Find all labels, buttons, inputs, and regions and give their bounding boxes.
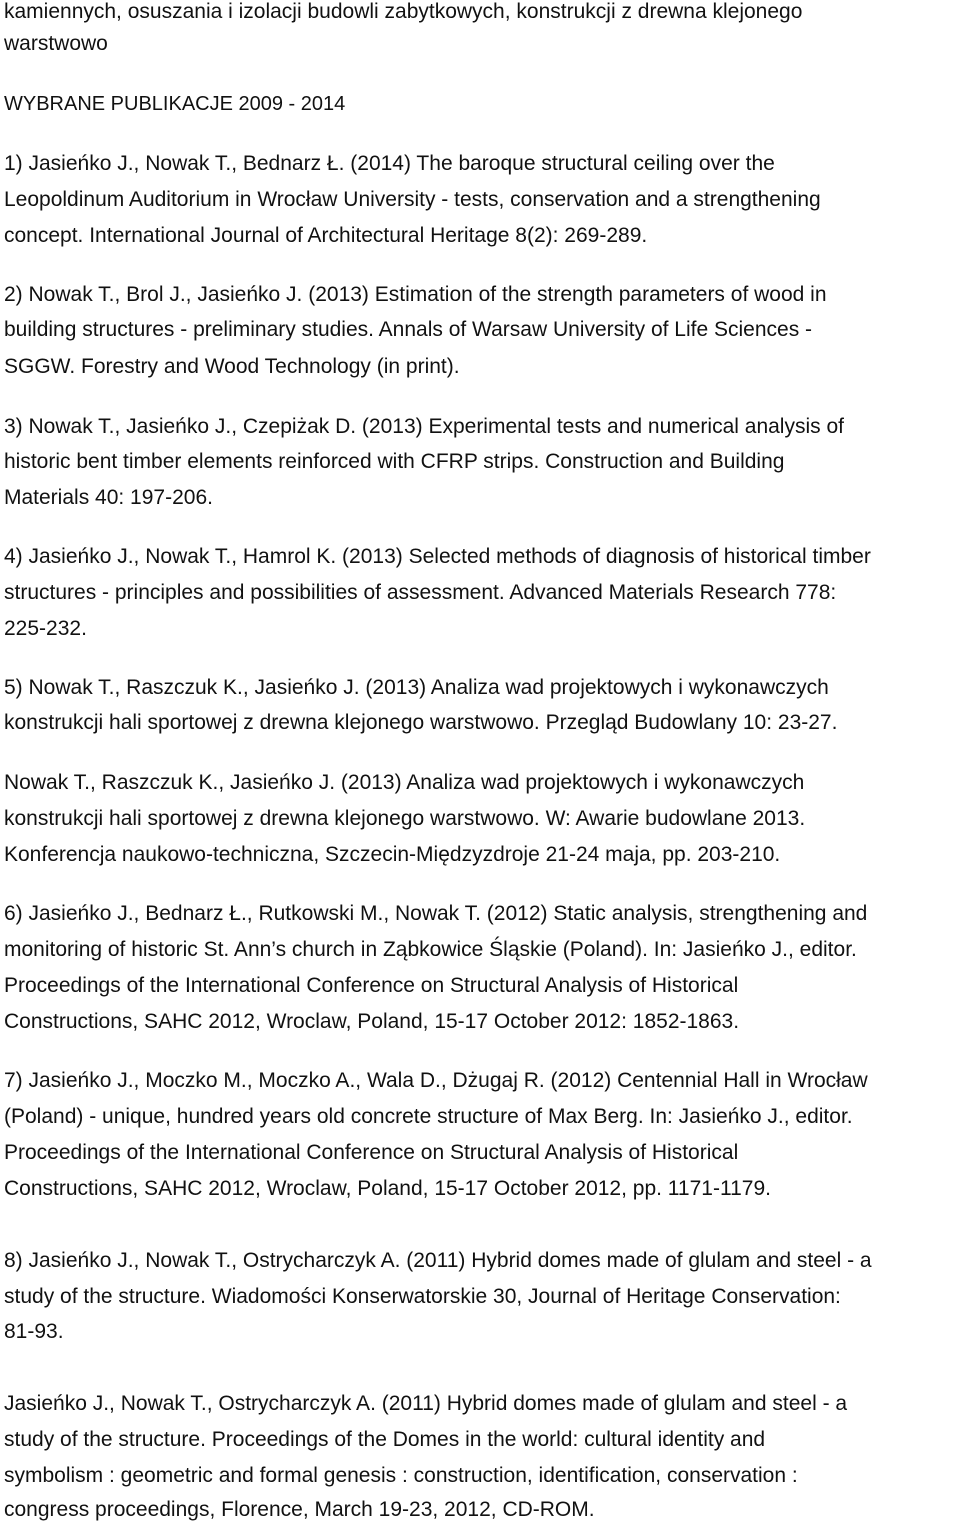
publication-line: 6) Jasieńko J., Bednarz Ł., Rutkowski M., Nowak T. (2012) Static analysis, strengthening and [4,902,868,925]
publication-line: study of the structure. Proceedings of the Domes in the world: cultural identity and [4,1428,766,1451]
publication-line: symbolism : geometric and formal genesis : construction, identification, conservation : [4,1464,798,1487]
publication-line: historic bent timber elements reinforced with CFRP strips. Construction and Building [4,450,785,473]
publication-line: Proceedings of the International Conference on Structural Analysis of Historical [4,1141,739,1164]
publication-line: Materials 40: 197-206. [4,486,213,509]
publication-line: 7) Jasieńko J., Moczko M., Moczko A., Wala D., Dżugaj R. (2012) Centennial Hall in Wrocław [4,1069,868,1092]
publication-line: congress proceedings, Florence, March 19-23, 2012, CD-ROM. [4,1498,595,1521]
publication-line: Constructions, SAHC 2012, Wroclaw, Poland, 15-17 October 2012: 1852-1863. [4,1010,740,1033]
publication-line: (Poland) - unique, hundred years old concrete structure of Max Berg. In: Jasieńko J., editor. [4,1105,853,1128]
publication-line: Proceedings of the International Conference on Structural Analysis of Historical [4,974,739,997]
publication-line: Jasieńko J., Nowak T., Ostrycharczyk A. (2011) Hybrid domes made of glulam and steel - a [4,1392,848,1415]
publication-line: Konferencja naukowo-techniczna, Szczecin-Międzyzdroje 21-24 maja, pp. 203-210. [4,843,781,866]
publication-line: Leopoldinum Auditorium in Wrocław University - tests, conservation and a strengthening [4,188,821,211]
publication-line: 5) Nowak T., Raszczuk K., Jasieńko J. (2013) Analiza wad projektowych i wykonawczych [4,676,829,699]
publication-line: 1) Jasieńko J., Nowak T., Bednarz Ł. (2014) The baroque structural ceiling over the [4,152,775,175]
publication-line: building structures - preliminary studies. Annals of Warsaw University of Life Sciences - [4,318,813,341]
publication-line: 2) Nowak T., Brol J., Jasieńko J. (2013) Estimation of the strength parameters of wood in [4,283,827,306]
publication-line: monitoring of historic St. Ann’s church in Ząbkowice Śląskie (Poland). In: Jasieńko J., editor. [4,938,857,961]
publication-line: 3) Nowak T., Jasieńko J., Czepiżak D. (2013) Experimental tests and numerical analysis of [4,415,844,438]
publication-line: SGGW. Forestry and Wood Technology (in print). [4,355,460,378]
publication-line: 8) Jasieńko J., Nowak T., Ostrycharczyk A. (2011) Hybrid domes made of glulam and steel - a [4,1249,872,1272]
intro-text: warstwowo [4,32,108,55]
publication-line: structures - principles and possibilities of assessment. Advanced Materials Research 778: [4,581,837,604]
intro-text: kamiennych, osuszania i izolacji budowli zabytkowych, konstrukcji z drewna klejonego [4,0,803,23]
publication-line: konstrukcji hali sportowej z drewna klejonego warstwowo. W: Awarie budowlane 2013. [4,807,806,830]
publication-line: Constructions, SAHC 2012, Wroclaw, Poland, 15-17 October 2012, pp. 1171-1179. [4,1177,771,1200]
publication-line: konstrukcji hali sportowej z drewna klejonego warstwowo. Przegląd Budowlany 10: 23-27. [4,711,838,734]
publication-line: 4) Jasieńko J., Nowak T., Hamrol K. (2013) Selected methods of diagnosis of historical timber [4,545,871,568]
publication-line: Nowak T., Raszczuk K., Jasieńko J. (2013) Analiza wad projektowych i wykonawczych [4,771,805,794]
publication-line: study of the structure. Wiadomości Konserwatorskie 30, Journal of Heritage Conservation: [4,1285,841,1308]
publication-line: 225-232. [4,617,87,640]
section-heading: WYBRANE PUBLIKACJE 2009 - 2014 [4,93,346,115]
publication-line: concept. International Journal of Architectural Heritage 8(2): 269-289. [4,224,648,247]
publication-line: 81-93. [4,1320,64,1343]
